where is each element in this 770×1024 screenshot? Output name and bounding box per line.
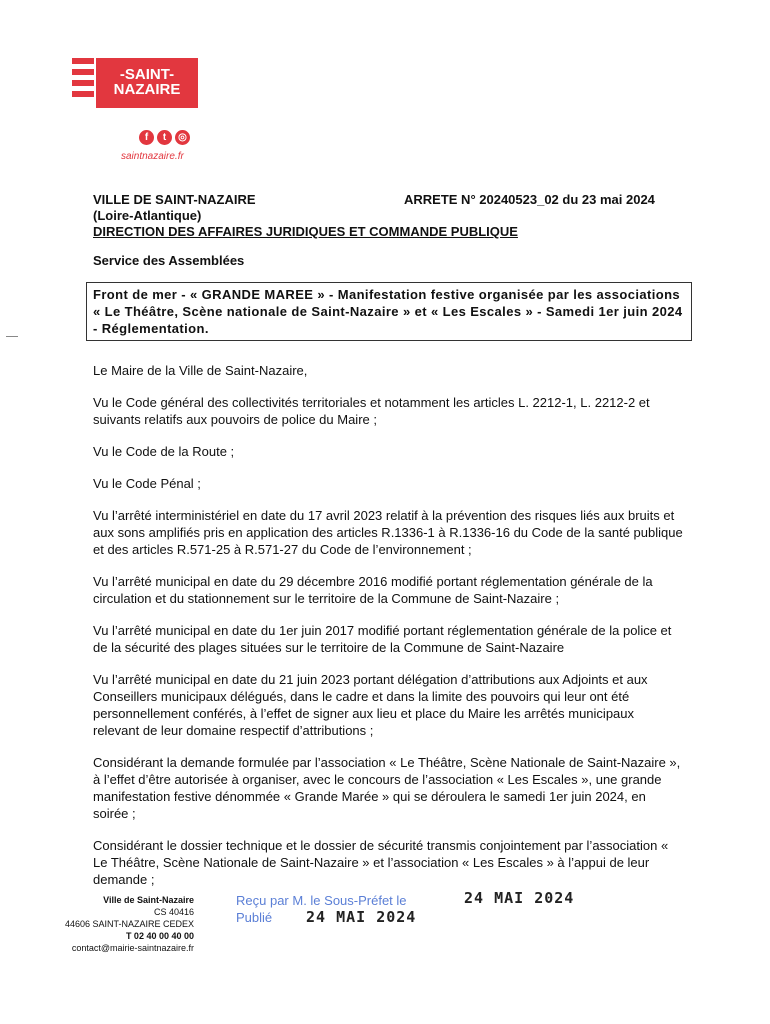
stamp-published: Publié xyxy=(236,910,273,925)
margin-mark xyxy=(6,336,18,337)
instagram-icon[interactable]: ◎ xyxy=(175,130,190,145)
footer-email[interactable]: contact@mairie-saintnazaire.fr xyxy=(71,943,194,953)
subject-box: Front de mer - « GRANDE MAREE » - Manifestation festive organisée par les associations « Le Théâtre, Scène nationale de Saint-Nazaire » et « Les Escales » - Samedi 1er juin 2024 - Réglementation. xyxy=(86,282,692,341)
saint-nazaire-logo xyxy=(72,58,198,108)
logo-stripes xyxy=(72,58,94,108)
service-name: Service des Assemblées xyxy=(93,253,245,268)
stamp-date-published: 24 MAI 2024 xyxy=(306,908,417,926)
paragraph: Considérant le dossier technique et le dossier de sécurité transmis conjointement par l’association « Le Théâtre, Scène Nationale de Saint-Nazaire » et l’association « Les Escales » à l’appui de leur demande ; xyxy=(93,838,669,887)
paragraph: Vu le Code général des collectivités territoriales et notamment les articles L. 2212-1, L. 2212-2 et suivants relatifs aux pouvoirs de police du Maire ; xyxy=(93,395,650,427)
paragraph: Vu le Code Pénal ; xyxy=(93,476,201,491)
paragraph: Vu l’arrêté municipal en date du 1er juin 2017 modifié portant réglementation générale de la police et de la sécurité des plages situées sur le territoire de la Commune de Saint-Nazaire xyxy=(93,623,672,655)
city-name: VILLE DE SAINT-NAZAIRE xyxy=(93,192,256,207)
logo-line2: NAZAIRE xyxy=(113,81,181,98)
footer-cs: CS 40416 xyxy=(153,907,194,917)
logo-block xyxy=(96,58,198,108)
paragraph: Vu l’arrêté municipal en date du 29 décembre 2016 modifié portant réglementation générale de la circulation et du stationnement sur le territoire de la Commune de Saint-Nazaire ; xyxy=(93,574,653,606)
logo-line1: -SAINT- xyxy=(119,66,175,83)
footer-phone: T 02 40 00 40 00 xyxy=(125,931,194,941)
website-link[interactable]: saintnazaire.fr xyxy=(121,151,184,162)
social-icons xyxy=(139,130,190,145)
arrete-number: ARRETE N° 20240523_02 du 23 mai 2024 xyxy=(404,192,655,207)
paragraph: Vu l’arrêté municipal en date du 21 juin 2023 portant délégation d’attributions aux Adjoints et aux Conseillers municipaux délégués, dans le cadre et dans la limite des pouvoirs qui leur ont été personnellement conférés, à l’effet de signer aux lieu et place du Maire les arrêtés municipaux relevant de leur domaine respectif d’attributions ; xyxy=(93,672,648,738)
paragraph: Vu le Code de la Route ; xyxy=(93,444,235,459)
direction-name: DIRECTION DES AFFAIRES JURIDIQUES ET COMMANDE PUBLIQUE xyxy=(93,224,518,239)
footer-name: Ville de Saint-Nazaire xyxy=(103,895,194,905)
twitter-icon[interactable]: t xyxy=(157,130,172,145)
paragraph: Vu l’arrêté interministériel en date du 17 avril 2023 relatif à la prévention des risques liés aux bruits et aux sons amplifiés pris en application des articles R.1336-1 à R.1336-16 du Code de la santé publique et des articles R.571-25 à R.571-27 du Code de l’environnement ; xyxy=(93,508,683,557)
facebook-icon[interactable]: f xyxy=(139,130,154,145)
paragraph: Le Maire de la Ville de Saint-Nazaire, xyxy=(93,363,308,378)
footer-address xyxy=(40,894,194,954)
paragraph: Considérant la demande formulée par l’association « Le Théâtre, Scène Nationale de Saint-Nazaire », à l’effet d’être autorisée à organiser, avec le concours de l’association « Les Escales », une grande manifestation festive dénommée « Grande Marée » qui se déroulera le samedi 1er juin 2024, en soirée ; xyxy=(93,755,681,821)
document-body xyxy=(93,362,683,903)
stamp-date-received: 24 MAI 2024 xyxy=(464,889,575,907)
region-name: (Loire-Atlantique) xyxy=(93,208,202,223)
stamp-received: Reçu par M. le Sous-Préfet le xyxy=(236,893,407,908)
footer-address-line: 44606 SAINT-NAZAIRE CEDEX xyxy=(64,919,194,929)
